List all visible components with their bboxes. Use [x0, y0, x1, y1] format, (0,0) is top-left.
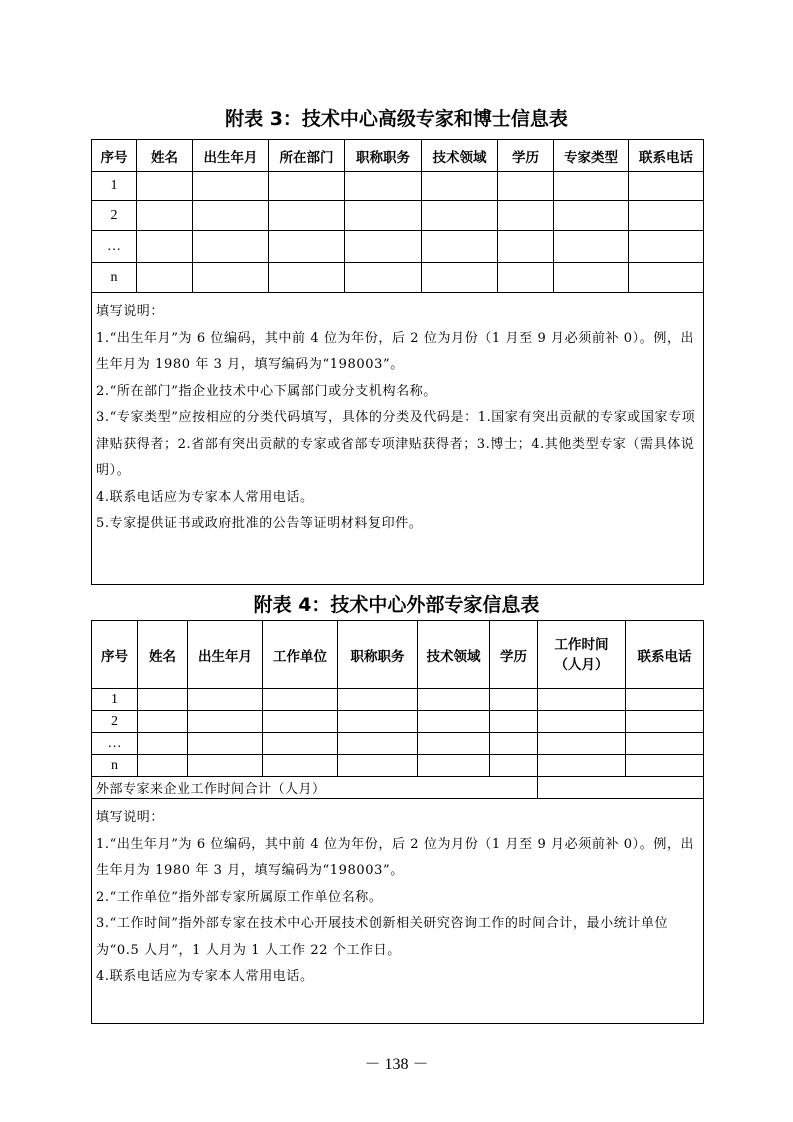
table-cell[interactable] [269, 263, 345, 293]
table-cell[interactable] [629, 263, 704, 293]
row-number: 1 [92, 689, 138, 711]
header-cell: 专家类型 [554, 140, 629, 172]
table-row [92, 689, 704, 711]
notes-heading: 填写说明： [96, 810, 165, 825]
table3-notes [92, 293, 704, 585]
table3-header-row [92, 140, 704, 172]
table-cell[interactable] [554, 201, 629, 231]
table3-title: 附表 3：技术中心高级专家和博士信息表 [225, 108, 568, 130]
table-cell[interactable] [263, 711, 338, 733]
table-cell[interactable] [422, 263, 498, 293]
table-cell[interactable] [193, 263, 269, 293]
table-cell[interactable] [137, 231, 193, 263]
table-cell[interactable] [138, 733, 188, 755]
table-row [92, 231, 704, 263]
table-cell[interactable] [338, 755, 418, 777]
table-cell[interactable] [345, 263, 422, 293]
table-row [92, 201, 704, 231]
table3-notes-row [92, 293, 704, 585]
table-cell[interactable] [418, 755, 490, 777]
table-cell[interactable] [498, 201, 554, 231]
table-cell[interactable] [554, 263, 629, 293]
header-cell: 出生年月 [193, 140, 269, 172]
notes-heading: 填写说明： [96, 304, 165, 319]
table-cell[interactable] [338, 711, 418, 733]
header-cell: 联系电话 [629, 140, 704, 172]
table4-notes [92, 799, 704, 1024]
table-cell[interactable] [422, 201, 498, 231]
table-cell[interactable] [538, 733, 626, 755]
header-cell: 姓名 [137, 140, 193, 172]
table-cell[interactable] [269, 172, 345, 201]
table-cell[interactable] [629, 201, 704, 231]
header-cell: 学历 [490, 621, 538, 689]
header-cell: 序号 [92, 621, 138, 689]
table-cell[interactable] [490, 755, 538, 777]
table-cell[interactable] [188, 689, 263, 711]
table-cell[interactable] [629, 172, 704, 201]
table-cell[interactable] [137, 263, 193, 293]
row-number: … [92, 733, 138, 755]
table-row [92, 263, 704, 293]
table-cell[interactable] [538, 689, 626, 711]
table-cell[interactable] [338, 733, 418, 755]
table-row [92, 733, 704, 755]
row-number: n [92, 263, 137, 293]
table4-external-expert-info [91, 620, 704, 1024]
table-cell[interactable] [193, 201, 269, 231]
row-number: … [92, 231, 137, 263]
table-cell[interactable] [498, 263, 554, 293]
header-cell: 学历 [498, 140, 554, 172]
table-cell[interactable] [188, 733, 263, 755]
note-item: 3.“工作时间”指外部专家在技术中心开展技术创新相关研究咨询工作的时间合计，最小统计单位为“0.5 人月”，1 人月为 1 人工作 22 个工作日。 [96, 916, 669, 958]
table-cell[interactable] [263, 689, 338, 711]
table-row [92, 755, 704, 777]
note-item: 4.联系电话应为专家本人常用电话。 [96, 489, 314, 505]
table4-title: 附表 4：技术中心外部专家信息表 [253, 594, 540, 616]
table-cell[interactable] [538, 755, 626, 777]
header-cell: 职称职务 [338, 621, 418, 689]
table-cell[interactable] [498, 172, 554, 201]
table-cell[interactable] [263, 733, 338, 755]
note-item: 2.“所在部门”指企业技术中心下属部门或分支机构名称。 [96, 383, 437, 399]
header-cell: 技术领域 [422, 140, 498, 172]
header-cell: 序号 [92, 140, 137, 172]
note-item: 5.专家提供证书或政府批准的公告等证明材料复印件。 [96, 516, 423, 531]
header-cell: 工作单位 [263, 621, 338, 689]
table-cell[interactable] [490, 711, 538, 733]
table-cell[interactable] [626, 711, 704, 733]
table-cell[interactable] [188, 711, 263, 733]
table-cell[interactable] [626, 689, 704, 711]
table-cell[interactable] [137, 172, 193, 201]
table-row [92, 172, 704, 201]
table-cell[interactable] [345, 172, 422, 201]
table-cell[interactable] [345, 231, 422, 263]
summary-value-cell[interactable] [538, 777, 704, 799]
table-cell[interactable] [138, 711, 188, 733]
table-cell[interactable] [554, 172, 629, 201]
note-item: 4.联系电话应为专家本人常用电话。 [96, 969, 314, 984]
table-cell[interactable] [422, 231, 498, 263]
page-number: － 138 － [364, 1056, 429, 1073]
table-cell[interactable] [418, 689, 490, 711]
note-item: 3.“专家类型”应按相应的分类代码填写，具体的分类及代码是：1.国家有突出贡献的专家或国家专项津贴获得者；2.省部有突出贡献的专家或省部专项津贴获得者；3.博士；4.其他类型专家（需具体说明）。 [96, 410, 696, 478]
header-cell: 出生年月 [188, 621, 263, 689]
note-item: 1.“出生年月”为 6 位编码，其中前 4 位为年份，后 2 位为月份（1 月至 9 月必须前补 0）。例，出生年月为 1980 年 3 月，填写编码为“198003”。 [96, 836, 695, 878]
table-cell[interactable] [188, 755, 263, 777]
note-item: 2.“工作单位”指外部专家所属原工作单位名称。 [96, 889, 383, 905]
table-cell[interactable] [269, 201, 345, 231]
table4-summary-row [92, 777, 704, 799]
table-cell[interactable] [490, 733, 538, 755]
header-cell: 所在部门 [269, 140, 345, 172]
table-cell[interactable] [490, 689, 538, 711]
header-cell: 联系电话 [626, 621, 704, 689]
table-cell[interactable] [193, 231, 269, 263]
table-cell[interactable] [138, 689, 188, 711]
table-cell[interactable] [629, 231, 704, 263]
header-cell: 工作时间 （人月） [538, 621, 626, 689]
table-cell[interactable] [338, 689, 418, 711]
table-cell[interactable] [626, 755, 704, 777]
table-cell[interactable] [269, 231, 345, 263]
row-number: 2 [92, 201, 137, 231]
table-cell[interactable] [418, 711, 490, 733]
header-cell: 姓名 [138, 621, 188, 689]
table-cell[interactable] [498, 231, 554, 263]
table-cell[interactable] [138, 755, 188, 777]
table-cell[interactable] [554, 231, 629, 263]
table-cell[interactable] [538, 711, 626, 733]
summary-label: 外部专家来企业工作时间合计（人月） [92, 777, 538, 799]
header-cell: 技术领域 [418, 621, 490, 689]
row-number: 1 [92, 172, 137, 201]
row-number: 2 [92, 711, 138, 733]
table-cell[interactable] [345, 201, 422, 231]
table-row [92, 711, 704, 733]
table4-notes-row [92, 799, 704, 1024]
table-cell[interactable] [137, 201, 193, 231]
table-cell[interactable] [193, 172, 269, 201]
header-cell: 职称职务 [345, 140, 422, 172]
table-cell[interactable] [263, 755, 338, 777]
table-cell[interactable] [626, 733, 704, 755]
table3-expert-doctor-info [91, 139, 704, 585]
table4-header-row [92, 621, 704, 689]
note-item: 1.“出生年月”为 6 位编码，其中前 4 位为年份，后 2 位为月份（1 月至 9 月必须前补 0）。例，出生年月为 1980 年 3 月，填写编码为“198003”。 [96, 330, 695, 372]
row-number: n [92, 755, 138, 777]
table-cell[interactable] [418, 733, 490, 755]
table-cell[interactable] [422, 172, 498, 201]
